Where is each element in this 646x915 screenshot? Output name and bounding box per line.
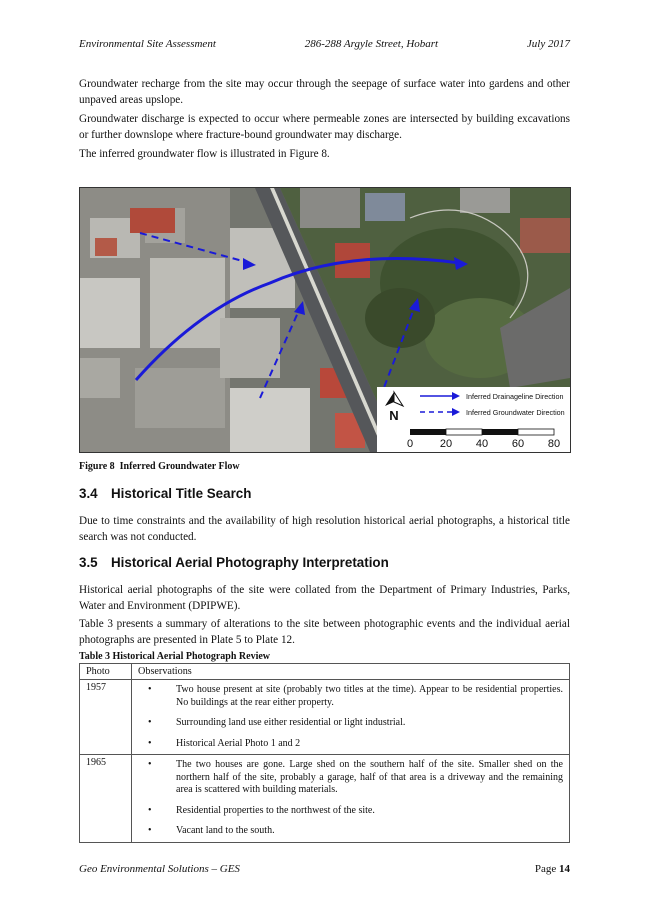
scale-label: 40 [475,438,489,450]
scale-label: 80 [547,438,561,450]
heading-text: Historical Aerial Photography Interpretation [111,555,389,570]
paragraph-title-search: Due to time constraints and the availability of high resolution historical aerial photographs, a historical title search was not conducted. [79,515,570,543]
table-header-row [80,664,570,680]
header-date: July 2017 [526,38,570,50]
heading-number: 3.5 [79,555,98,570]
list-item: • Surrounding land use either residential or light industrial. [138,717,563,730]
heading-number: 3.4 [79,486,98,501]
figure-caption-number: Figure 8 [79,461,115,472]
heading-text: Historical Title Search [111,486,252,501]
legend-drainage: Inferred Drainageline Direction [466,392,564,401]
column-header-photo: Photo [80,664,132,680]
scale-label: 0 [406,438,414,450]
column-header-observations: Observations [132,664,570,680]
table-row [80,680,570,755]
paragraph-recharge: Groundwater recharge from the site may occur through the seepage of surface water into gardens and other unpaved areas upslope. [79,78,570,106]
aerial-figure [79,187,571,453]
running-header [79,38,570,50]
header-address: 286-288 Argyle Street, Hobart [304,38,439,50]
list-item: • The two houses are gone. Large shed on the southern half of the site. Smaller shed on the northern half of the site, probably a garage, half of that area is a driveway and the remaining area is scattered with building materials. [138,759,563,797]
heading-3-4 [79,486,251,501]
header-title: Environmental Site Assessment [79,38,216,50]
photo-year: 1965 [80,755,132,843]
observation-list [138,684,563,750]
paragraph-figure-ref: The inferred groundwater flow is illustrated in Figure 8. [79,148,330,160]
scale-label: 20 [439,438,453,450]
list-item: • Two house present at site (probably two titles at the time). Appear to be residential properties. No buildings at the rear either property. [138,684,563,709]
aerial-review-table [79,663,570,843]
page-label: Page [534,863,557,875]
paragraph-dpipwe: Historical aerial photographs of the site were collated from the Department of Primary Industries, Parks, Water and Environment (DPIPWE). [79,584,570,612]
legend-groundwater: Inferred Groundwater Direction [466,408,565,417]
observation-list [138,759,563,838]
paragraph-table-ref: Table 3 presents a summary of alterations to the site between photographic events and the individual aerial photographs are presented in Plate 5 to Plate 12. [79,618,570,646]
list-item: • Historical Aerial Photo 1 and 2 [138,738,563,751]
list-item: • Vacant land to the south. [138,825,563,838]
table-row [80,755,570,843]
north-label: N [389,408,399,423]
figure-caption [79,461,240,472]
scale-label: 60 [511,438,525,450]
page-number [535,863,570,875]
observations-cell [132,680,570,755]
list-item: • Residential properties to the northwest of the site. [138,805,563,818]
photo-year: 1957 [80,680,132,755]
table-caption: Table 3 Historical Aerial Photograph Review [79,651,271,662]
figure-caption-text: Inferred Groundwater Flow [119,461,240,472]
observations-cell [132,755,570,843]
paragraph-discharge: Groundwater discharge is expected to occur where permeable zones are intersected by building excavations or further downslope where fracture-bound groundwater may discharge. [79,113,570,141]
running-footer [79,863,570,875]
page-number-value: 14 [559,863,570,875]
footer-company: Geo Environmental Solutions – GES [79,863,240,875]
heading-3-5 [79,555,389,570]
aerial-map [80,188,570,452]
